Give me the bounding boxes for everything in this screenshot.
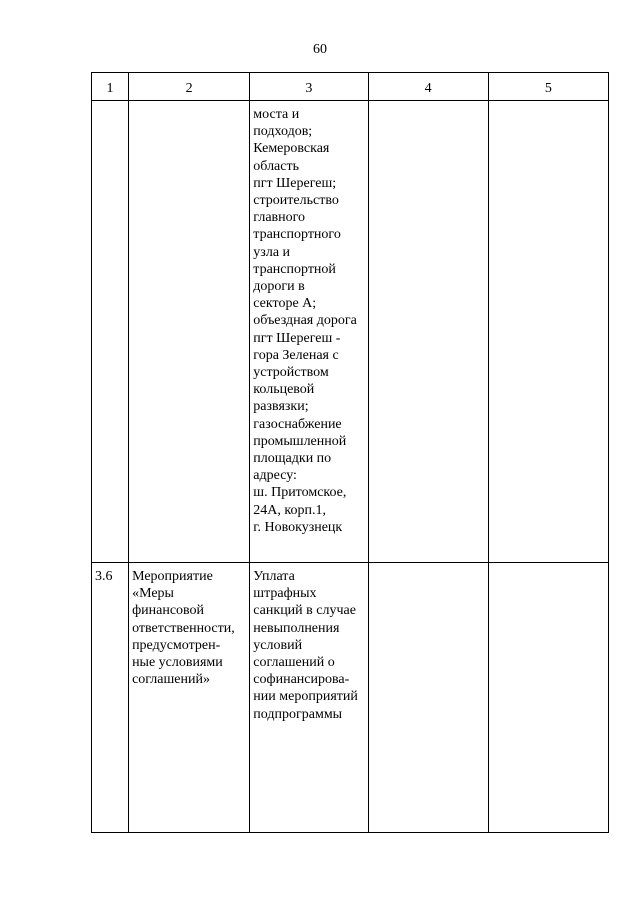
column-header-3: 3 [250,73,368,101]
table-row [92,101,609,563]
column-header-4: 4 [368,73,488,101]
cell-measure [129,101,250,563]
cell-description: моста и подходов; Кемеровская область пгт Шерегеш; строительство главного транспортного узла и транспортной дороги в секторе А; объездная дорога пгт Шерегеш - гора Зеленая с устройством кольцевой развязки; газоснабжение промышленной площадки по адресу: ш. Притомское, 24А, корп.1, г. Новокузнецк [250,101,368,563]
document-table [91,72,609,833]
column-header-2: 2 [129,73,250,101]
cell-measure: Мероприятие «Меры финансовой ответственности, предусмотрен- ные условиями соглашений» [129,563,250,833]
cell-number: 3.6 [92,563,129,833]
cell-number [92,101,129,563]
column-header-5: 5 [488,73,608,101]
column-header-1: 1 [92,73,129,101]
cell-col4 [368,563,488,833]
cell-description: Уплата штрафных санкций в случае невыполнения условий соглашений о софинансирова- нии мероприятий подпрограммы [250,563,368,833]
table-header-row [92,73,609,101]
table-row [92,563,609,833]
page-number: 60 [313,42,327,57]
cell-col5 [488,563,608,833]
cell-col5 [488,101,608,563]
cell-col4 [368,101,488,563]
